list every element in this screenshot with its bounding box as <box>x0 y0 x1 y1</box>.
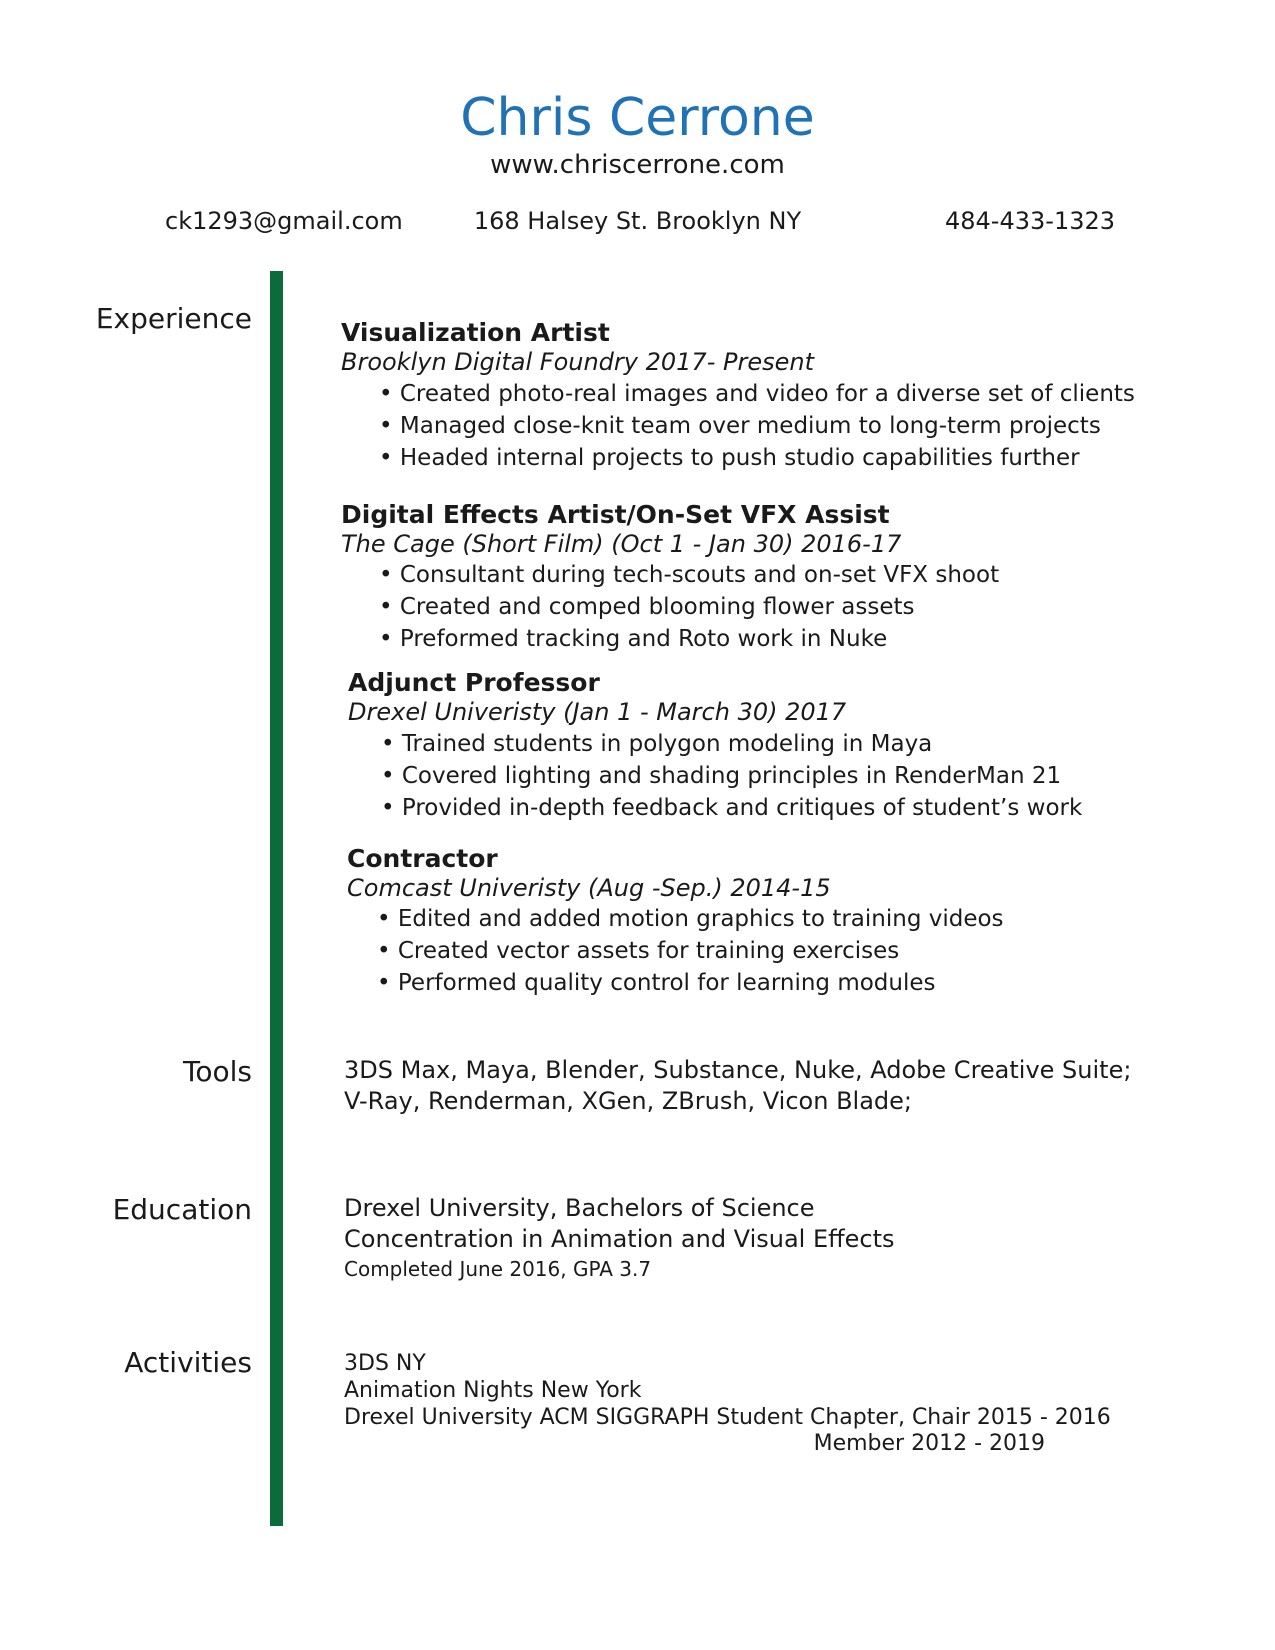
email-link[interactable]: ck1293@gmail.com <box>165 207 403 235</box>
education-degree: Drexel University, Bachelors of Science <box>344 1194 815 1222</box>
activity-item: Drexel University ACM SIGGRAPH Student Chapter, Chair 2015 - 2016 <box>344 1405 1111 1430</box>
experience-entry <box>341 318 1135 474</box>
job-title: Contractor <box>347 844 498 873</box>
job-employer-dates: Drexel Univeristy (Jan 1 - March 30) 2017 <box>348 698 847 726</box>
job-bullet: • Created vector assets for training exercises <box>377 938 900 964</box>
job-bullet: • Consultant during tech-scouts and on-set VFX shoot <box>379 562 1000 588</box>
job-bullet: • Created photo-real images and video for a diverse set of clients <box>379 381 1135 407</box>
tools-line: 3DS Max, Maya, Blender, Substance, Nuke, Adobe Creative Suite; <box>344 1056 1132 1084</box>
experience-entry <box>348 668 1082 824</box>
education-concentration: Concentration in Animation and Visual Effects <box>344 1225 895 1253</box>
job-bullet: • Managed close-knit team over medium to long-term projects <box>379 413 1101 439</box>
activities-block <box>344 1350 1111 1431</box>
job-employer-dates: Brooklyn Digital Foundry 2017- Present <box>341 348 814 376</box>
job-employer-dates: The Cage (Short Film) (Oct 1 - Jan 30) 2016-17 <box>341 530 902 558</box>
section-label-activities: Activities <box>124 1346 252 1379</box>
job-employer-dates: Comcast Univeristy (Aug -Sep.) 2014-15 <box>347 874 831 902</box>
education-block <box>344 1193 895 1283</box>
job-bullet: • Performed quality control for learning modules <box>377 970 936 996</box>
activity-member-years: Member 2012 - 2019 <box>813 1431 1045 1456</box>
resume-name: Chris Cerrone <box>460 88 815 148</box>
job-title: Digital Effects Artist/On-Set VFX Assist <box>341 500 890 529</box>
activity-item: 3DS NY <box>344 1351 426 1376</box>
education-completion: Completed June 2016, GPA 3.7 <box>344 1257 652 1281</box>
tools-list <box>344 1055 1131 1117</box>
job-bullet: • Edited and added motion graphics to training videos <box>377 906 1004 932</box>
job-bullet-list <box>381 728 1082 824</box>
job-bullet: • Preformed tracking and Roto work in Nuke <box>379 626 888 652</box>
website-link[interactable]: www.chriscerrone.com <box>490 150 785 180</box>
job-bullet: • Provided in-depth feedback and critiques of student’s work <box>381 795 1083 821</box>
job-bullet-list <box>379 559 999 655</box>
experience-entry <box>347 844 1004 999</box>
job-bullet: • Created and comped blooming flower assets <box>379 594 915 620</box>
phone-number: 484-433-1323 <box>945 207 1116 235</box>
job-title: Adjunct Professor <box>348 668 600 697</box>
section-label-tools: Tools <box>183 1055 252 1088</box>
experience-entry <box>341 500 999 655</box>
section-divider-line <box>270 271 283 1526</box>
activity-item: Animation Nights New York <box>344 1378 642 1403</box>
section-label-experience: Experience <box>95 302 252 335</box>
job-title: Visualization Artist <box>341 318 610 347</box>
section-label-education: Education <box>112 1193 252 1226</box>
job-bullet: • Headed internal projects to push studio capabilities further <box>379 445 1080 471</box>
tools-line: V-Ray, Renderman, XGen, ZBrush, Vicon Blade; <box>344 1087 912 1115</box>
job-bullet-list <box>379 378 1135 474</box>
address-text: 168 Halsey St. Brooklyn NY <box>473 207 802 235</box>
job-bullet: • Covered lighting and shading principles in RenderMan 21 <box>381 763 1062 789</box>
job-bullet-list <box>377 903 1004 999</box>
job-bullet: • Trained students in polygon modeling in Maya <box>381 731 933 757</box>
